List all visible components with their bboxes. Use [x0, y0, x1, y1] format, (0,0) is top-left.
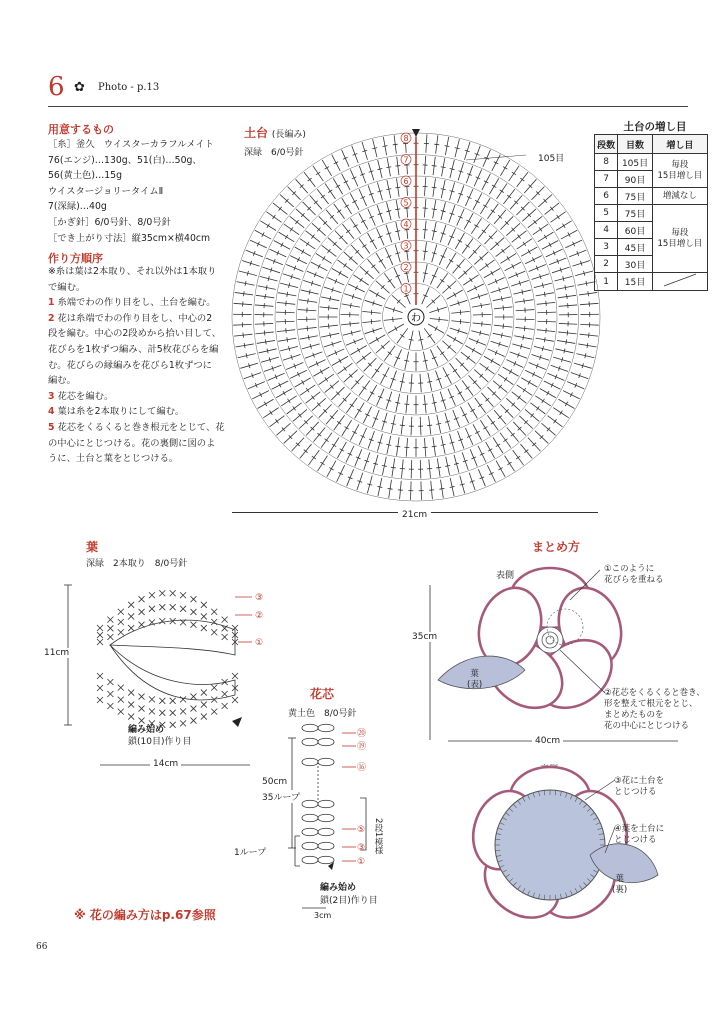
page-number: 66: [36, 942, 48, 952]
round-marker: 8: [403, 134, 409, 143]
leaf-front-label: 葉 (表): [467, 669, 483, 690]
materials-line: 56(黄土色)…15g: [48, 170, 123, 182]
leaf-row-2: ②: [255, 611, 264, 621]
materials-title: 用意するもの: [48, 123, 114, 136]
note-3: ③花に土台を とじつける: [614, 776, 665, 797]
steps-title: 作り方順序: [48, 252, 103, 265]
materials-line: ［でき上がり寸法］縦35cm×横40cm: [48, 232, 211, 244]
front-label: 表側: [496, 571, 515, 581]
assembly-width-label: 40cm: [532, 736, 563, 746]
table-row: 7 90目: [595, 171, 708, 188]
center-row-16: ⑯: [357, 763, 367, 773]
assembly-height-label: 35cm: [412, 632, 438, 642]
steps-note: ※糸は葉は2本取り、それ以外は1本取り: [48, 266, 217, 277]
step-item: 5 花芯をくるくると巻き根元をとじて、花: [48, 421, 225, 433]
leaf-width-label: 14cm: [150, 759, 181, 769]
leaf-start-label: 編み始め: [128, 725, 165, 735]
center-width-label: 3cm: [314, 911, 332, 920]
center-loops-label: 35ループ: [262, 790, 300, 803]
materials-line: ウイスタージョリータイムⅡ: [48, 185, 164, 197]
table-header: 目数: [618, 135, 653, 154]
materials-line: 7(深緑)…40g: [48, 201, 107, 213]
table-row: 3 45目: [595, 239, 708, 256]
note-1: ①このように 花びらを重ねる: [604, 564, 664, 585]
photo-reference: Photo - p.13: [98, 82, 160, 93]
increase-table-title: 土台の増し目: [623, 121, 687, 133]
note-2: ②花芯をくるくると巻き、 形を整えて根元をとじ、 まとめたものを 花の中心にとじつける: [604, 688, 705, 731]
materials-line: ［糸］釜久 ウイスターカラフルメイト: [48, 139, 214, 150]
page-section-number: 6: [48, 72, 65, 102]
leaf-title: 葉: [86, 540, 99, 554]
table-row: 1 15目: [595, 273, 708, 291]
round-marker: 1: [403, 284, 409, 294]
center-loop-label: 1ループ: [234, 848, 267, 858]
round-marker: 3: [403, 241, 409, 251]
assembly-diagram: [410, 555, 720, 925]
center-row-3: ③: [357, 843, 366, 853]
center-pattern-label: 2段1模様: [373, 818, 383, 855]
table-row: 5 75目 毎段 15目増し目: [595, 205, 708, 222]
step-item: 4 葉は糸を2本取りにして編む。: [48, 406, 185, 418]
base-width-label: 21cm: [398, 510, 431, 520]
table-header: 増し目: [652, 135, 707, 154]
base-crochet-chart: [226, 125, 606, 525]
note-4: ④葉を土台に とじつける: [614, 824, 665, 845]
materials-list: [48, 137, 214, 246]
step-item: 3 花芯を編む。: [48, 390, 114, 402]
leaf-height-label: 11cm: [44, 648, 70, 658]
table-header: 段数: [595, 135, 618, 154]
round-marker: 6: [403, 177, 409, 186]
table-row: 8 105目 毎段 15目増し目: [595, 154, 708, 171]
empty-cell-slash: [662, 273, 698, 287]
center-row-5: ⑤: [357, 825, 366, 835]
assembly-title: まとめ方: [532, 540, 581, 554]
leaf-row-3: ③: [255, 593, 264, 603]
flower-icon: ✿: [74, 80, 85, 95]
table-row: 2 30目: [595, 256, 708, 273]
steps-note: で編む。: [48, 281, 86, 293]
center-yarn: 黄土色 8/0号針: [288, 709, 357, 719]
table-row: 6 75目 増減なし: [595, 188, 708, 205]
header-divider: [48, 106, 688, 107]
materials-line: ［かぎ針］6/0号針、8/0号針: [48, 216, 171, 228]
leaf-yarn: 深緑 2本取り 8/0号針: [86, 559, 188, 569]
base-count-label: 105目: [538, 154, 565, 164]
base-yarn: 深緑 6/0号針: [244, 148, 304, 158]
leaf-start-sub: 鎖(10目)作り目: [128, 737, 192, 747]
center-title: 花芯: [310, 687, 335, 701]
center-chart: [240, 718, 380, 918]
center-row-20: ⑳: [357, 729, 367, 739]
step-item: 1 糸端でわの作り目をし、土台を編む。: [48, 297, 216, 309]
step-item: 2 花は糸端でわの作り目をし、中心の2: [48, 312, 213, 324]
leaf-row-1: ①: [255, 638, 264, 648]
center-length-label: 50cm: [262, 777, 288, 787]
center-row-1: ①: [357, 857, 366, 867]
base-center-label: わ: [411, 313, 421, 324]
flower-pattern-reference: ※ 花の編み方はp.67参照: [74, 908, 216, 922]
round-marker: 2: [403, 263, 409, 272]
round-marker: 7: [403, 155, 409, 165]
increase-table: [594, 134, 708, 291]
table-row: 4 60目: [595, 222, 708, 239]
base-title: 土台 (長編み): [244, 126, 306, 140]
round-marker: 4: [403, 220, 409, 229]
round-marker: 5: [403, 198, 409, 208]
steps-list: ※糸は葉は2本取り、それ以外は1本取り で編む。 1 糸端でわの作り目をし、土台を編む。 2 花は糸端でわの作り目をし、中心の2 段を編む。中心の2段めから拾い目して、 花びらを1枚ずつ編み、計5枚花びらを編 む。花びらの縁編みを花びら1枚ずつに 編む。 3 花芯を編む。 4 葉は糸を2本取りにして編む。 5 花芯をくるくると巻き根元をとじて、花 の中心にとじつける。花の裏側に図のよ うに、土台と葉をとじつける。: [48, 266, 225, 465]
materials-line: 76(エンジ)…130g、51(白)…50g、: [48, 154, 202, 166]
center-row-19: ⑲: [357, 742, 367, 752]
center-start-label: 編み始め: [320, 883, 357, 893]
leaf-back-label: 葉 (裏): [612, 874, 628, 895]
center-start-sub: 鎖(2目)作り目: [320, 896, 378, 906]
